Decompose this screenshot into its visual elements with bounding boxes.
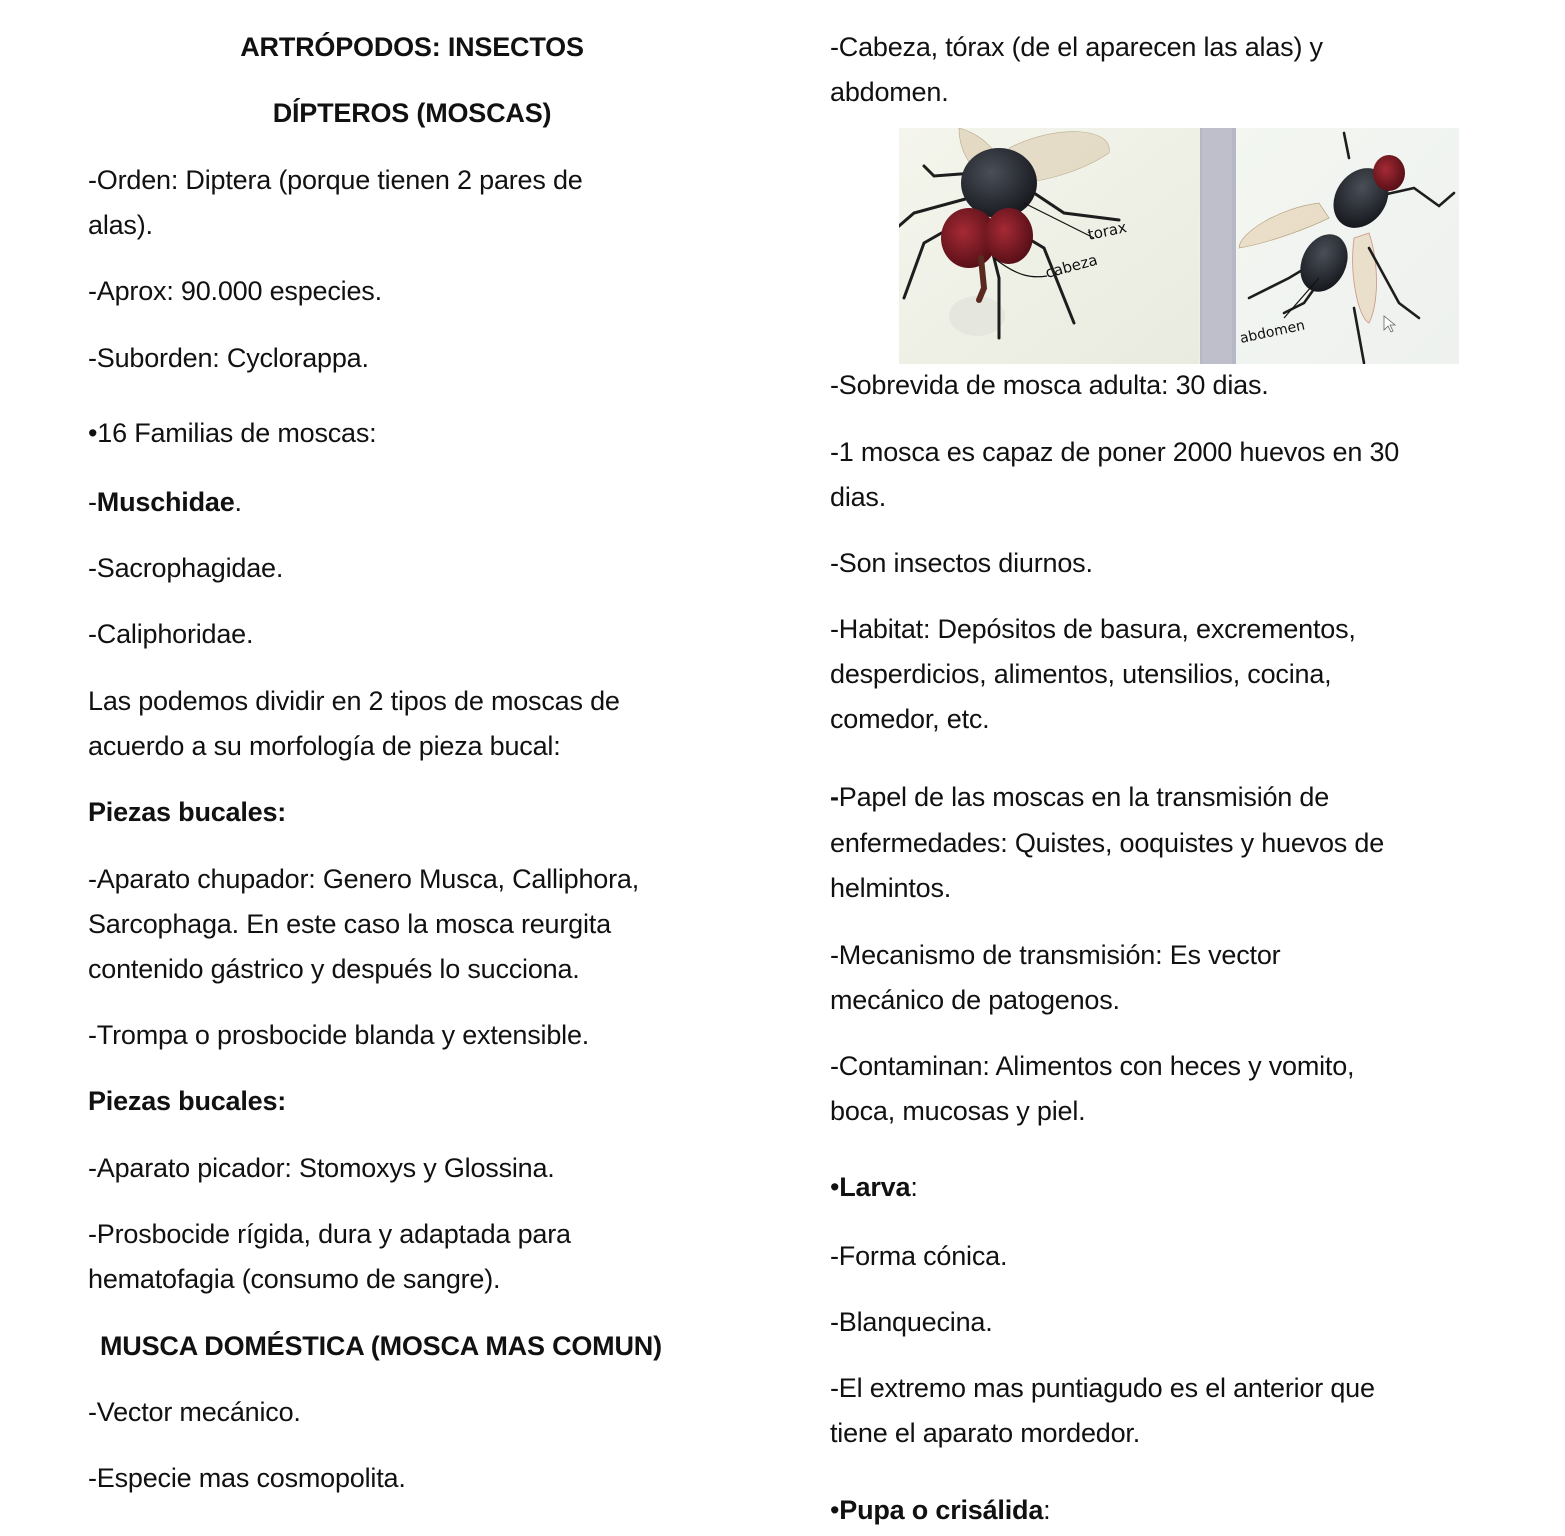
blanquecina: -Blanquecina. xyxy=(830,1307,993,1337)
familia-muschidae xyxy=(88,480,242,525)
dividir-line-1: Las podemos dividir en 2 tipos de moscas de xyxy=(88,686,620,716)
period: . xyxy=(234,487,242,517)
forma-conica: -Forma cónica. xyxy=(830,1241,1008,1271)
fly-photo-top xyxy=(1236,128,1459,364)
picador: -Aparato picador: Stomoxys y Glossina. xyxy=(88,1153,555,1183)
partes-line-2: abdomen. xyxy=(830,77,949,107)
label-abdomen: abdomen xyxy=(1238,317,1307,347)
chupador-line-1: -Aparato chupador: Genero Musca, Calliphora, xyxy=(88,864,640,894)
label-cabeza: cabeza xyxy=(1043,250,1100,282)
habitat-line-3: comedor, etc. xyxy=(830,704,990,734)
label-torax: torax xyxy=(1086,218,1129,244)
familia-caliphoridae: -Caliphoridae. xyxy=(88,619,254,649)
piezas-bucales-heading-1: Piezas bucales: xyxy=(88,797,287,827)
fly-photo-front xyxy=(899,128,1199,364)
familias-text: 16 Familias de moscas: xyxy=(97,418,377,448)
chupador-line-3: contenido gástrico y después lo succiona. xyxy=(88,954,580,984)
extremo-line-1: -El extremo mas puntiagudo es el anterior que xyxy=(830,1373,1375,1403)
extremo-line-2: tiene el aparato mordedor. xyxy=(830,1418,1141,1448)
habitat-line-2: desperdicios, alimentos, utensilios, cocina, xyxy=(830,659,1332,689)
pupa-heading xyxy=(830,1488,1050,1533)
partes-line-1: -Cabeza, tórax (de el aparecen las alas) y xyxy=(830,32,1323,62)
section-heading-musca-domestica: MUSCA DOMÉSTICA (MOSCA MAS COMUN) xyxy=(100,1331,662,1361)
diurnos: -Son insectos diurnos. xyxy=(830,548,1093,578)
papel-line-3: helmintos. xyxy=(830,873,952,903)
familia-sacrophagidae: -Sacrophagidae. xyxy=(88,553,284,583)
mecanismo-line-2: mecánico de patogenos. xyxy=(830,985,1120,1015)
fly-anatomy-figure xyxy=(899,128,1459,364)
bullet-icon: • xyxy=(88,418,98,448)
dash-bold: - xyxy=(830,782,839,812)
orden-line-1: -Orden: Diptera (porque tienen 2 pares de xyxy=(88,165,583,195)
familia-name-bold: Muschidae xyxy=(96,487,235,517)
sobrevida: -Sobrevida de mosca adulta: 30 dias. xyxy=(830,370,1269,400)
huevos-line-2: dias. xyxy=(830,482,887,512)
section-heading-dipteros: DÍPTEROS (MOSCAS) xyxy=(272,98,552,128)
especie-cosmopolita: -Especie mas cosmopolita. xyxy=(88,1463,406,1493)
huevos-line-1: -1 mosca es capaz de poner 2000 huevos en 30 xyxy=(830,437,1400,467)
trompa: -Trompa o prosbocide blanda y extensible. xyxy=(88,1020,590,1050)
chupador-line-2: Sarcophaga. En este caso la mosca reurgita xyxy=(88,909,611,939)
suborden: -Suborden: Cyclorappa. xyxy=(88,343,369,373)
vector-mecanico: -Vector mecánico. xyxy=(88,1397,301,1427)
prosbocide-line-1: -Prosbocide rígida, dura y adaptada para xyxy=(88,1219,571,1249)
pupa-label: Pupa o crisálida xyxy=(839,1495,1044,1525)
colon: : xyxy=(910,1172,918,1202)
orden-line-2: alas). xyxy=(88,210,153,240)
piezas-bucales-heading-2: Piezas bucales: xyxy=(88,1086,287,1116)
bullet-icon: • xyxy=(830,1172,840,1202)
papel-line-1 xyxy=(830,775,1329,820)
larva-label: Larva xyxy=(839,1172,911,1202)
contaminan-line-1: -Contaminan: Alimentos con heces y vomito, xyxy=(830,1051,1355,1081)
dividir-line-2: acuerdo a su morfología de pieza bucal: xyxy=(88,731,561,761)
papel-text: Papel de las moscas en la transmisión de xyxy=(838,782,1330,812)
habitat-line-1: -Habitat: Depósitos de basura, excrementos, xyxy=(830,614,1356,644)
mecanismo-line-1: -Mecanismo de transmisión: Es vector xyxy=(830,940,1281,970)
prosbocide-line-2: hematofagia (consumo de sangre). xyxy=(88,1264,501,1294)
familias-header xyxy=(88,411,376,456)
larva-heading xyxy=(830,1165,918,1210)
dash: - xyxy=(88,487,97,517)
document-title: ARTRÓPODOS: INSECTOS xyxy=(240,32,584,62)
bullet-icon: • xyxy=(830,1495,840,1525)
contaminan-line-2: boca, mucosas y piel. xyxy=(830,1096,1086,1126)
colon: : xyxy=(1043,1495,1051,1525)
aprox-especies: -Aprox: 90.000 especies. xyxy=(88,276,382,306)
papel-line-2: enfermedades: Quistes, ooquistes y huevos de xyxy=(830,828,1385,858)
